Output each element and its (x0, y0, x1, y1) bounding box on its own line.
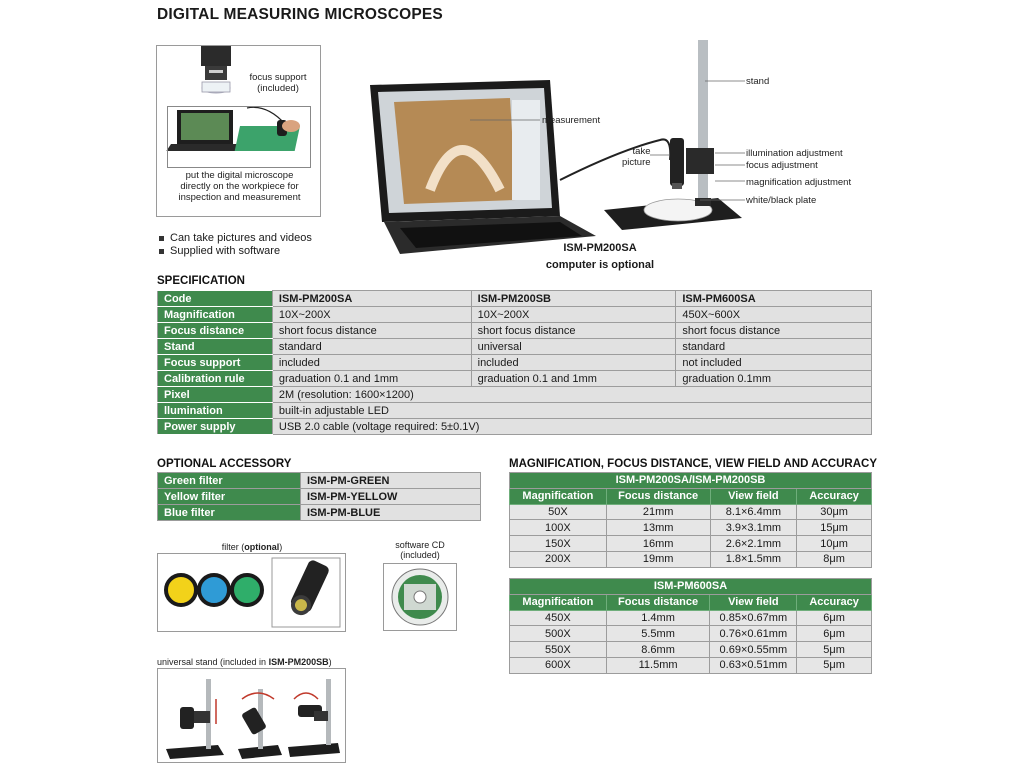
spec-label: Pixel (158, 387, 273, 403)
caption-bold: optional (244, 542, 280, 552)
magnification-table-pm600 (509, 578, 872, 674)
accessory-row (158, 505, 481, 521)
caption-bold: ISM-PM200SB (268, 657, 329, 667)
mag-table-title-row (510, 579, 872, 595)
specification-table (157, 290, 872, 435)
software-cd-box (383, 563, 457, 631)
hero-model: ISM-PM200SA (563, 242, 637, 254)
callout-illumination: illumination adjustment (746, 148, 843, 159)
mag-cell: 1.8×1.5mm (710, 551, 797, 567)
accessory-code: ISM-PM-YELLOW (301, 489, 481, 505)
spec-cell: USB 2.0 cable (voltage required: 5±0.1V) (272, 419, 871, 435)
mag-cell: 30μm (797, 504, 872, 520)
magnification-heading: MAGNIFICATION, FOCUS DISTANCE, VIEW FIELD AND ACCURACY (509, 458, 877, 470)
spec-cell: short focus distance (272, 323, 471, 339)
accessory-row (158, 489, 481, 505)
mag-row (510, 642, 872, 658)
mag-row (510, 551, 872, 567)
mag-column-header: View field (710, 488, 797, 504)
mag-row (510, 610, 872, 626)
mag-cell: 0.85×0.67mm (710, 610, 797, 626)
caption-text: ) (279, 542, 283, 552)
mag-column-header: Accuracy (797, 594, 872, 610)
spec-cell: standard (272, 339, 471, 355)
spec-cell: not included (676, 355, 872, 371)
spec-row (158, 387, 872, 403)
spec-cell: short focus distance (676, 323, 872, 339)
mag-cell: 16mm (606, 536, 710, 552)
spec-cell: 10X~200X (272, 307, 471, 323)
spec-row (158, 371, 872, 387)
spec-cell: graduation 0.1 and 1mm (471, 371, 676, 387)
universal-stand-caption (157, 657, 377, 667)
hero-caption (500, 240, 700, 274)
mag-cell: 100X (510, 520, 607, 536)
callout-line: take (632, 146, 651, 157)
mag-cell: 8.1×6.4mm (710, 504, 797, 520)
universal-stand-illustration (158, 669, 345, 762)
spec-row (158, 291, 872, 307)
mag-column-header: View field (710, 594, 797, 610)
mag-cell: 5μm (797, 657, 872, 673)
specification-heading: SPECIFICATION (157, 275, 245, 287)
filters-illustration (158, 554, 345, 631)
accessory-label: Green filter (158, 473, 301, 489)
mag-column-header-row (510, 488, 872, 504)
spec-label: Code (158, 291, 273, 307)
universal-stand-image-box (157, 668, 346, 763)
page-title: DIGITAL MEASURING MICROSCOPES (157, 6, 443, 23)
callout-magnification: magnification adjustment (746, 177, 852, 188)
focus-support-caption (237, 72, 319, 94)
mag-cell: 150X (510, 536, 607, 552)
mag-column-header: Magnification (510, 488, 607, 504)
mag-cell: 6μm (797, 610, 872, 626)
spec-cell: standard (676, 339, 872, 355)
spec-label: Stand (158, 339, 273, 355)
spec-label: llumination (158, 403, 273, 419)
mag-cell: 200X (510, 551, 607, 567)
mag-cell: 50X (510, 504, 607, 520)
spec-cell: graduation 0.1mm (676, 371, 872, 387)
spec-cell: included (471, 355, 676, 371)
callout-plate: white/black plate (746, 195, 817, 206)
caption-line: (included) (400, 550, 440, 560)
caption-line: software CD (395, 540, 445, 550)
callout-stand: stand (746, 76, 770, 87)
mag-cell: 11.5mm (606, 657, 710, 673)
mag-cell: 0.63×0.51mm (710, 657, 797, 673)
mag-row (510, 504, 872, 520)
spec-cell: ISM-PM200SA (272, 291, 471, 307)
spec-cell: built-in adjustable LED (272, 403, 871, 419)
spec-label: Focus distance (158, 323, 273, 339)
mag-column-header-row (510, 594, 872, 610)
hero-note: computer is optional (545, 259, 655, 271)
feature-item: Can take pictures and videos (158, 232, 312, 245)
mag-table-title-row (510, 473, 872, 489)
mag-cell: 15μm (797, 520, 872, 536)
caption-line: put the digital microscope (185, 170, 294, 181)
mag-cell: 500X (510, 626, 607, 642)
caption-line: inspection and measurement (178, 192, 301, 203)
mag-cell: 19mm (606, 551, 710, 567)
spec-row (158, 339, 872, 355)
mag-column-header: Focus distance (606, 594, 710, 610)
mag-table-title: ISM-PM200SA/ISM-PM200SB (510, 473, 872, 489)
mag-column-header: Accuracy (797, 488, 872, 504)
mag-column-header: Focus distance (606, 488, 710, 504)
caption-line: focus support (249, 72, 307, 83)
mag-cell: 10μm (797, 536, 872, 552)
caption-text: ) (328, 657, 332, 667)
mag-cell: 5.5mm (606, 626, 710, 642)
accessory-label: Blue filter (158, 505, 301, 521)
callout-measurement: measurement (542, 115, 601, 126)
accessory-code: ISM-PM-GREEN (301, 473, 481, 489)
spec-row (158, 355, 872, 371)
accessory-heading: OPTIONAL ACCESSORY (157, 458, 292, 470)
spec-row (158, 323, 872, 339)
mag-row (510, 657, 872, 673)
mag-cell: 3.9×3.1mm (710, 520, 797, 536)
caption-text: filter ( (221, 542, 245, 552)
spec-label: Calibration rule (158, 371, 273, 387)
mag-cell: 450X (510, 610, 607, 626)
accessory-code: ISM-PM-BLUE (301, 505, 481, 521)
spec-label: Focus support (158, 355, 273, 371)
callout-line: picture (622, 157, 651, 168)
mag-cell: 0.69×0.55mm (710, 642, 797, 658)
mag-cell: 5μm (797, 642, 872, 658)
caption-line: directly on the workpiece for (180, 181, 299, 192)
mag-table-title: ISM-PM600SA (510, 579, 872, 595)
spec-cell: graduation 0.1 and 1mm (272, 371, 471, 387)
filter-image-box (157, 553, 346, 632)
mag-cell: 6μm (797, 626, 872, 642)
spec-cell: universal (471, 339, 676, 355)
spec-label: Magnification (158, 307, 273, 323)
spec-cell: included (272, 355, 471, 371)
accessory-label: Yellow filter (158, 489, 301, 505)
mag-cell: 13mm (606, 520, 710, 536)
spec-cell: ISM-PM200SB (471, 291, 676, 307)
focus-support-image (157, 46, 321, 151)
spec-cell: 450X~600X (676, 307, 872, 323)
spec-row (158, 307, 872, 323)
mag-row (510, 626, 872, 642)
accessory-table (157, 472, 481, 521)
callout-take-picture (622, 146, 651, 168)
callout-focus: focus adjustment (746, 160, 818, 171)
software-cd-caption (383, 540, 457, 560)
mag-cell: 600X (510, 657, 607, 673)
spec-row (158, 419, 872, 435)
usage-photo-panel (156, 45, 321, 217)
feature-item: Supplied with software (158, 245, 312, 258)
cd-icon (384, 564, 456, 630)
mag-column-header: Magnification (510, 594, 607, 610)
mag-cell: 8.6mm (606, 642, 710, 658)
spec-cell: 10X~200X (471, 307, 676, 323)
workpiece-caption (159, 170, 320, 203)
mag-row (510, 520, 872, 536)
mag-cell: 8μm (797, 551, 872, 567)
caption-line: (included) (257, 83, 299, 94)
feature-list (158, 232, 312, 258)
filter-caption (157, 542, 347, 552)
mag-cell: 550X (510, 642, 607, 658)
mag-cell: 0.76×0.61mm (710, 626, 797, 642)
mag-cell: 1.4mm (606, 610, 710, 626)
caption-text: universal stand (included in (157, 657, 269, 667)
spec-cell: ISM-PM600SA (676, 291, 872, 307)
spec-label: Power supply (158, 419, 273, 435)
accessory-row (158, 473, 481, 489)
mag-row (510, 536, 872, 552)
mag-cell: 21mm (606, 504, 710, 520)
magnification-table-pm200 (509, 472, 872, 568)
spec-cell: short focus distance (471, 323, 676, 339)
spec-cell: 2M (resolution: 1600×1200) (272, 387, 871, 403)
spec-row (158, 403, 872, 419)
mag-cell: 2.6×2.1mm (710, 536, 797, 552)
